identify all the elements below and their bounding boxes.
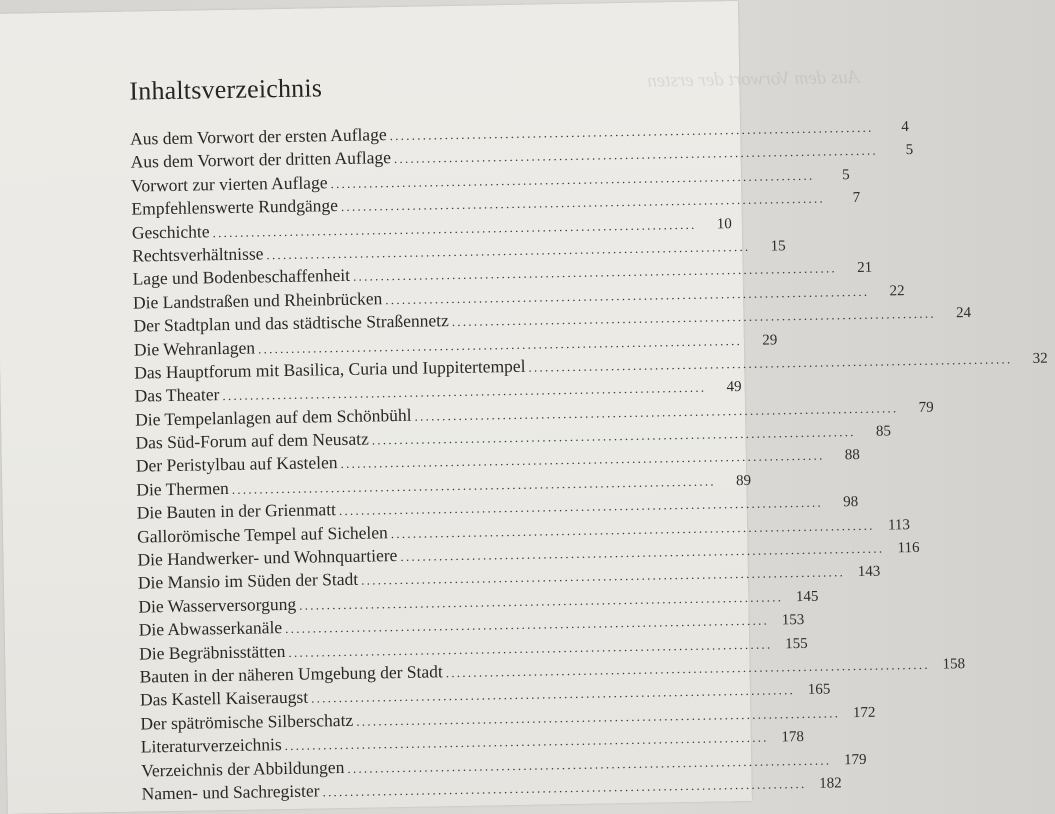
dot-leader	[353, 261, 834, 285]
toc-entry-title: Bauten in der näheren Umgebung der Stadt	[139, 661, 443, 687]
toc-entry-page-number: 172	[852, 704, 876, 721]
dot-leader	[356, 705, 837, 729]
toc-entry-page-number: 88	[844, 447, 860, 464]
toc-entry-title: Gallorömische Tempel auf Sichelen	[136, 521, 388, 547]
toc-entry-title: Lage und Bodenbeschaffenheit	[132, 265, 351, 289]
toc-entry-page-number: 143	[857, 564, 881, 581]
toc-entry-title: Die Landstraßen und Rheinbrücken	[132, 288, 383, 313]
dot-leader	[391, 517, 872, 541]
dot-leader	[390, 120, 871, 144]
toc-entry-page-number: 32	[1032, 350, 1048, 367]
dot-leader	[372, 424, 853, 448]
toc-entry-page-number: 153	[781, 612, 805, 629]
toc-entry-page-number: 155	[785, 635, 808, 652]
dot-leader	[347, 752, 828, 776]
book-page	[0, 1, 1048, 814]
toc-entry-title: Die Bauten in der Grienmatt	[136, 499, 337, 523]
toc-entry-title: Das Theater	[134, 384, 220, 406]
toc-entry-page-number: 165	[807, 681, 831, 699]
toc-entry-page-number: 79	[918, 399, 934, 416]
toc-entry-title: Rechtsverhältnisse	[132, 243, 264, 266]
toc-entry-page-number: 24	[955, 305, 972, 322]
toc-entry-page-number: 49	[726, 379, 742, 396]
toc-entry-title: Die Wasserversorgung	[138, 593, 297, 617]
dot-leader	[340, 448, 821, 472]
dot-leader	[400, 541, 881, 565]
toc-entry-title: Vorwort zur vierten Auflage	[130, 171, 328, 196]
toc-entry-page-number: 179	[843, 751, 867, 768]
toc-entry-page-number: 15	[770, 238, 786, 255]
dot-leader	[330, 168, 811, 192]
dot-leader	[311, 683, 792, 707]
toc-entry-title: Die Wehranlagen	[133, 337, 256, 360]
dot-leader	[414, 400, 895, 424]
toc-entry-title: Literaturverzeichnis	[140, 734, 282, 757]
toc-entry-title: Das Süd-Forum auf dem Neusatz	[135, 428, 369, 453]
dot-leader	[361, 565, 842, 589]
dot-leader	[385, 284, 866, 308]
toc-entry-page-number: 116	[897, 539, 920, 557]
toc-entry-page-number: 10	[716, 215, 732, 232]
toc-entry-page-number: 4	[901, 119, 909, 136]
toc-entry-page-number: 29	[762, 331, 778, 349]
toc-entry-title: Namen- und Sachregister	[141, 780, 320, 804]
dot-leader	[322, 776, 803, 800]
toc-entry-title: Aus dem Vorwort der dritten Auflage	[130, 147, 392, 173]
toc-entry-title: Verzeichnis der Abbildungen	[141, 756, 345, 781]
toc-entry-page-number: 113	[887, 516, 911, 534]
toc-entry-title: Die Begräbnisstätten	[139, 640, 286, 664]
toc-entry-page-number: 21	[857, 260, 873, 277]
dot-leader	[394, 143, 875, 167]
dot-leader	[446, 657, 927, 681]
toc-entry-page-number: 22	[889, 282, 905, 300]
toc-entry-title: Das Hauptforum mit Basilica, Curia und Iuppitertempel	[134, 355, 526, 383]
dot-leader	[339, 495, 820, 519]
toc-entry-page-number: 85	[875, 423, 892, 440]
toc-entry-title: Die Mansio im Süden der Stadt	[137, 569, 359, 593]
toc-entry-title: Geschichte	[131, 220, 210, 243]
toc-entry-title: Der Peristylbau auf Kastelen	[135, 452, 338, 477]
toc-entry-title: Die Thermen	[136, 477, 229, 500]
bleed-through-text: Aus dem Vorwort der ersten	[647, 66, 860, 92]
page-title: Inhaltsverzeichnis	[129, 73, 323, 106]
toc-entry-page-number: 5	[842, 166, 850, 184]
toc-entry-title: Die Abwasserkanäle	[138, 617, 283, 640]
dot-leader	[299, 589, 780, 613]
toc-entry-title: Empfehlenswerte Rundgänge	[131, 195, 339, 219]
toc-entry-title: Der Stadtplan und das städtische Straßennetz	[133, 310, 449, 336]
dot-leader	[528, 351, 1009, 375]
table-of-contents	[130, 119, 1048, 807]
toc-entry-page-number: 182	[819, 775, 842, 792]
toc-entry-page-number: 89	[735, 472, 752, 489]
toc-entry-title: Aus dem Vorwort der ersten Auflage	[130, 124, 387, 149]
toc-entry-page-number: 158	[942, 656, 966, 673]
toc-entry-title: Die Handwerker- und Wohnquartiere	[137, 545, 398, 570]
toc-entry-page-number: 145	[795, 588, 819, 605]
toc-entry-page-number: 5	[905, 142, 914, 159]
dot-leader	[452, 306, 933, 330]
toc-entry-page-number: 7	[852, 190, 861, 207]
dot-leader	[341, 191, 822, 215]
toc-entry-page-number: 178	[781, 729, 805, 746]
toc-entry-page-number: 98	[843, 494, 859, 511]
toc-entry-title: Der spätrömische Silberschatz	[140, 709, 354, 734]
toc-entry-title: Die Tempelanlagen auf dem Schönbühl	[134, 404, 412, 430]
toc-entry-title: Das Kastell Kaiseraugst	[139, 686, 309, 710]
